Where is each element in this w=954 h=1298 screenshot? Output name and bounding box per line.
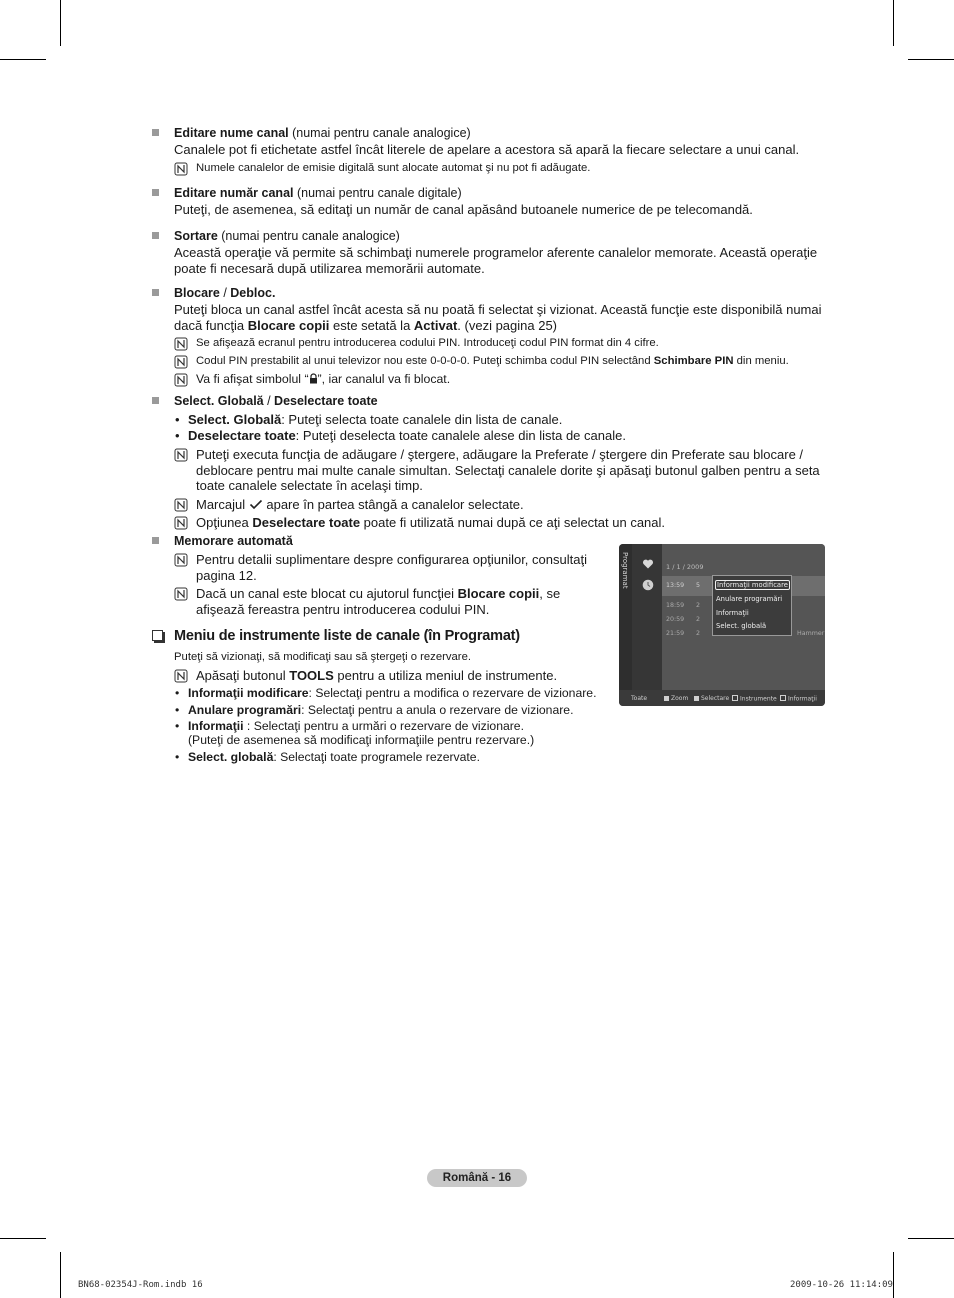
tools-heading-text: Meniu de instrumente liste de canale (în Programat) [174,628,520,644]
note-icon [174,355,189,369]
note-icon [174,373,189,387]
crop-mark [60,1252,61,1298]
note-bold: TOOLS [289,668,334,683]
note-text: Apăsaţi butonul [196,668,290,683]
note-text: Opţiunea [196,515,253,530]
item-text: : Selectaţi pentru a anula o rezervare de vizionare. [301,702,574,717]
tv-footer [619,690,825,706]
title-separator: / [263,394,275,408]
section-title: Editare număr canal [174,186,294,200]
item-text: : Selectaţi pentru a urmări o rezervare de vizionare. [243,718,524,733]
heart-icon [642,558,654,570]
tools-popup-menu [712,575,792,636]
section-title: Blocare [174,286,220,300]
crop-mark [908,1238,954,1239]
tv-row-channel: 2 [696,616,701,623]
crop-mark [0,1238,46,1239]
tools-heading [152,628,520,644]
square-bullet-icon [152,397,159,404]
crop-mark [893,1252,894,1298]
body-text: Puteţi bloca un canal astfel încât acesta să nu poată fi selectat şi vizionat. Această funcţie este disponibilă numai dacă funcţia [174,302,822,333]
section-title-b: Deselectare toate [274,394,378,408]
lock-icon [309,373,318,384]
square-bullet-icon [152,129,159,136]
tv-row-channel: 2 [696,602,701,609]
section-title-suffix: (numai pentru canale analogice) [217,229,400,243]
note-icon [174,669,189,683]
crop-mark [893,0,894,46]
section-title-suffix: (numai pentru canale analogice) [288,126,471,140]
tv-date: 1 / 1 / 2009 [666,563,704,571]
item-text: : Selectaţi pentru a modifica o rezervare de vizionare. [308,685,597,700]
note-icon [174,516,189,530]
slug-file: BN68-02354J-Rom.indb 16 [78,1280,203,1290]
square-bullet-icon [152,189,159,196]
slug-datetime: 2009-10-26 11:14:09 [790,1280,893,1290]
item-text: : Selectaţi toate programele rezervate. [273,749,480,764]
footer-all: Toate [631,695,648,702]
body-bold: Activat [413,317,458,333]
note-icon [174,553,189,567]
section-editare-numar-canal [152,185,832,218]
square-bullet-icon [152,537,159,544]
menu-item-anulare-programari[interactable]: Anulare programări [716,595,783,603]
list-item [174,428,832,444]
menu-item-informatii[interactable]: Informaţii [716,609,749,617]
tv-row-time: 18:59 [666,602,685,609]
item-label: Informaţii modificare [188,685,309,700]
footer-select: Selectare [701,695,730,702]
note-text: Se afişează ecranul pentru introducerea codului PIN. Introduceţi codul PIN format din 4 cifre. [196,337,659,349]
section-title: Editare nume canal [174,126,289,140]
tools-section [152,650,602,765]
info-icon [780,695,786,701]
note-text: pentru a utiliza meniul de instrumente. [333,668,558,683]
tv-side-label: Programat [621,552,629,589]
section-body: Puteţi, de asemenea, să editaţi un număr de canal apăsând butoanele numerice de pe telecomandă. [174,202,753,217]
note-text: poate fi utilizată numai după ce aţi selectat un canal. [360,515,666,530]
item-label: Deselectare toate [188,428,296,443]
tv-side-bar [619,544,632,690]
note-text: Va fi afişat simbolul “ [196,372,309,386]
checkbox-square-icon [152,630,163,641]
note-bold: Blocare copii [457,586,540,601]
button-square-icon [664,696,669,701]
square-bullet-icon [152,289,159,296]
item-extra: (Puteţi de asemenea să modificaţi informaţiile pentru rezervare.) [188,733,535,747]
note-text: Codul PIN prestabilit al unui televizor nou este 0-0-0-0. Puteţi schimba codul PIN selectând [196,355,654,367]
note-text: Pentru detalii suplimentare despre configurarea opţiunilor, consultaţi pagina 12. [196,552,587,583]
square-bullet-icon [152,232,159,239]
menu-item-select-globala[interactable]: Select. globală [716,622,767,630]
tv-row-time: 20:59 [666,616,685,623]
section-blocare [152,285,832,387]
section-body: Această operaţie vă permite să schimbaţi numerele programelor aferente canalelor memorate. Această operaţie poate fi necesară după utilizarea memorării automate. [174,245,818,276]
section-select-globala [152,393,832,531]
note-text: Numele canalelor de emisie digitală sunt alocate automat şi nu pot fi adăugate. [196,161,591,174]
section-title-b: Debloc. [230,286,276,300]
note-icon [174,162,189,176]
crop-mark [60,0,61,46]
crop-mark [0,59,46,60]
note-icon [174,498,189,512]
button-square-icon [694,696,699,701]
list-item [174,685,602,701]
note-bold: Schimbare PIN [653,355,734,367]
item-label: Select. globală [188,749,274,764]
section-title-suffix: (numai pentru canale digitale) [293,186,462,200]
section-title: Memorare automată [174,534,293,548]
section-editare-nume-canal [152,125,832,176]
crop-mark [908,59,954,60]
tv-screenshot [619,544,825,706]
note-text: , se afişează fereastra pentru introducerea codului PIN. [196,586,561,617]
section-body: Canalele pot fi etichetate astfel încât literele de apelare a acestora să apară la fiecare selectare a unui canal. [174,142,800,157]
footer-tools: Instrumente [740,695,777,703]
note-icon [174,448,189,462]
item-label: Informaţii [188,718,244,733]
footer-info: Informaţii [788,695,817,703]
tv-row-time: 13:59 [666,582,685,589]
section-title: Select. Globală [174,394,264,408]
tv-row-title: Hammer [797,630,825,637]
note-bold: Deselectare toate [252,515,361,530]
item-text: : Puteţi selecta toate canalele din lista de canale. [281,412,563,427]
list-item [174,749,602,765]
note-text: apare în partea stângă a canalelor selectate. [262,496,524,512]
note-text: Puteţi executa funcţia de adăugare / ştergere, adăugare la Preferate / ştergere din Preferate sau blocare / deblocare pentru mai multe canale simultan. Selectaţi canalele dorite şi apăsaţi butonul galben pentru a seta toate canalele selectate în acelaşi timp. [196,447,820,493]
list-item [174,412,832,428]
section-memorare-automata [152,533,592,617]
footer-zoom: Zoom [671,695,689,702]
section-title: Sortare [174,229,218,243]
note-text: ”, iar canalul va fi blocat. [317,372,451,386]
note-text: Marcajul [196,496,249,512]
clock-icon [642,579,654,591]
list-item [174,719,602,748]
tv-row-channel: 5 [696,582,701,589]
section-body [152,302,832,333]
section-sortare [152,228,832,276]
menu-item-informatii-modificare[interactable]: Informaţii modificare [717,581,788,589]
tv-row-time: 21:59 [666,630,685,637]
checkmark-icon [249,499,263,510]
body-text: este setată la [329,317,414,333]
tv-row-channel: 2 [696,630,701,637]
page-number-badge: Română - 16 [427,1169,527,1187]
note-icon [174,587,189,601]
body-bold: Blocare copii [247,317,330,333]
body-text: . (vezi pagina 25) [457,317,558,333]
note-text: Dacă un canal este blocat cu ajutorul funcţiei [196,586,458,601]
tools-icon [732,695,738,701]
item-label: Anulare programări [188,702,302,717]
tools-intro: Puteţi să vizionaţi, să modificaţi sau să ştergeţi o rezervare. [174,651,471,663]
item-text: : Puteţi deselecta toate canalele alese din lista de canale. [295,428,626,443]
item-label: Select. Globală [188,412,282,427]
list-item [174,702,602,718]
note-icon [174,337,189,351]
title-separator: / [219,286,231,300]
note-text: din meniu. [733,355,789,367]
